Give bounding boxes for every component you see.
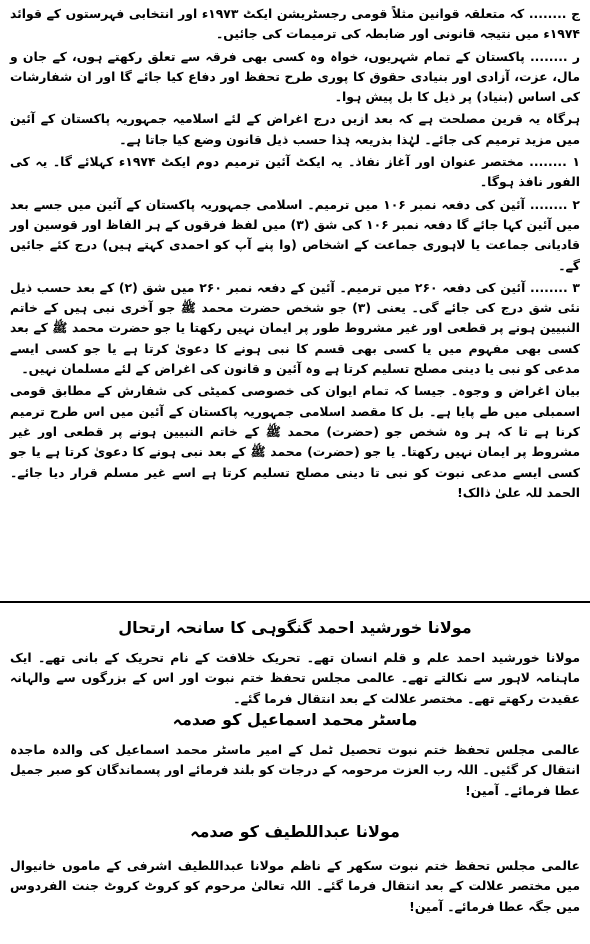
heading-master-ismail: ماسٹر محمد اسماعیل کو صدمہ — [172, 710, 418, 729]
section-divider — [0, 601, 590, 603]
statement-of-objects: بیان اغراض و وجوہ۔ جیسا کہ تمام ایوان کی خصوصی کمیٹی کی شفارش کے مطابق قومی اسمبلی میں طے پایا ہے۔ بل کا مقصد اسلامی جمہوریہ پاکستان کے آئین میں اس طرح ترمیم کرنا ہے تا کہ ہر وہ شخص جو (حضرت) محمد ﷺ کے خاتم النبیین ہونے پر قطعی اور غیر مشروط پر ایمان نہیں رکھتا۔ یا جو (حضرت) محمد ﷺ کے بعد نبی ہونے کا دعویٰ کرتا ہے یا جو کسی ایسے مدعی نبوت کو نبی تا دینی مصلح تسلیم کرتا ہے اسے غیر مسلم قرار دیا جائے۔ الحمد للہ علیٰ ذالک! — [10, 383, 580, 500]
clause-j: ج ........ کہ متعلقہ قوانین مثلاً قومی رجسٹریشن ایکٹ ۱۹۷۳ء اور انتخابی فہرستوں کے قوائد ۱۹۷۴ء میں نتیجہ قانونی اور ضابطہ کی ترمیمات کی جائیں۔ — [10, 6, 580, 42]
heading-khurshid-ahmad: مولانا خورشید احمد گنگوہی کا سانحہ ارتحال — [118, 618, 472, 637]
body-khurshid-ahmad: مولانا خورشید احمد علم و قلم انسان تھے۔ تحریک خلافت کے نام تحریک کے بانی تھے۔ ایک ماہنامہ لاہور سے نکالتے تھے۔ عالمی مجلس تحفظ ختم نبوت اور اس کے بزرگوں سے والہانہ عقیدت رکھتے تھے۔ مختصر علالت کے بعد انتقال فرما گئے۔ — [10, 650, 580, 706]
bill-text — [10, 4, 580, 509]
heading-abdul-latif: مولانا عبداللطیف کو صدمہ — [190, 822, 400, 841]
clause-r: ر ........ پاکستان کے تمام شہریوں، خواہ وہ کسی بھی فرقہ سے تعلق رکھتے ہوں، کے جان و مال، عزت، آزادی اور بنیادی حقوق کا پوری طرح تحفظ اور دفاع کیا جائے گا اور ان شفارشات کی اساس (بنیاد) پر ذیل کا بل پیش ہوا۔ — [10, 48, 580, 105]
body-abdul-latif: عالمی مجلس تحفظ ختم نبوت سکھر کے ناظم مولانا عبداللطیف اشرفی کے ماموں خانیوال میں مختصر علالت کے بعد انتقال فرما گئے۔ اللہ تعالیٰ مرحوم کو کروٹ کروٹ جنت الفردوس میں جگہ عطا فرمائے۔ آمین! — [10, 858, 580, 914]
body-master-ismail: عالمی مجلس تحفظ ختم نبوت تحصیل ٹمل کے امیر ماسٹر محمد اسماعیل کی والدہ ماجدہ انتقال کر گئیں۔ اللہ رب العزت مرحومہ کے درجات کو بلند فرمائے اور پسماندگان کو صبر جمیل عطا فرمائے۔ آمین! — [10, 742, 580, 798]
bill-preamble: ہرگاہ یہ قرین مصلحت ہے کہ بعد ازیں درج اغراض کے لئے اسلامیہ جمہوریہ پاکستان کے آئین میں مزید ترمیم کی جائے۔ لہٰذا بذریعہ ہٰذا حسب ذیل قانون وضع کیا جاتا ہے۔ — [10, 111, 580, 147]
section-3-amendment-260: ۳ ........ آئین کی دفعہ ۲۶۰ میں ترمیم۔ آئین کے دفعہ نمبر ۲۶۰ میں شق (۲) کے بعد حسب ذیل نئی شق درج کی جائے گی۔ یعنی (۳) جو شخص حضرت محمد ﷺ جو آخری نبی ہیں کے خاتم النبیین ہونے پر قطعی اور غیر مشروط طور پر ایمان نہیں رکھتا یا جو حضرت محمد ﷺ کے بعد کسی بھی مفہوم میں یا کسی بھی قسم کا نبی ہونے کا دعویٰ کرتا ہے یا جو کسی ایسے مدعی کو نبی یا دینی مصلح تسلیم کرتا ہے وہ آئین و قانون کی اغراض کے لئے مسلمان نہیں۔ — [10, 279, 581, 377]
section-1-short-title: ۱ ........ مختصر عنوان اور آغاز نفاذ۔ یہ ایکٹ آئین ترمیم دوم ایکٹ ۱۹۷۴ء کہلائے گا۔ یہ کی الفور نافذ ہوگا۔ — [10, 154, 580, 190]
section-2-amendment-106: ۲ ........ آئین کی دفعہ نمبر ۱۰۶ میں ترمیم۔ اسلامی جمہوریہ پاکستان کے آئین میں جسے بعد میں آئین کہا جائے گا دفعہ نمبر ۱۰۶ کی شق (۳) میں لفظ فرقوں کے ہر الفاظ اور قوسین اور قادیانی جماعت یا لاہوری جماعت کے اشخاص (وا پنے آپ کو احمدی کہتے ہیں) درج کئے جائیں گے۔ — [10, 196, 581, 273]
